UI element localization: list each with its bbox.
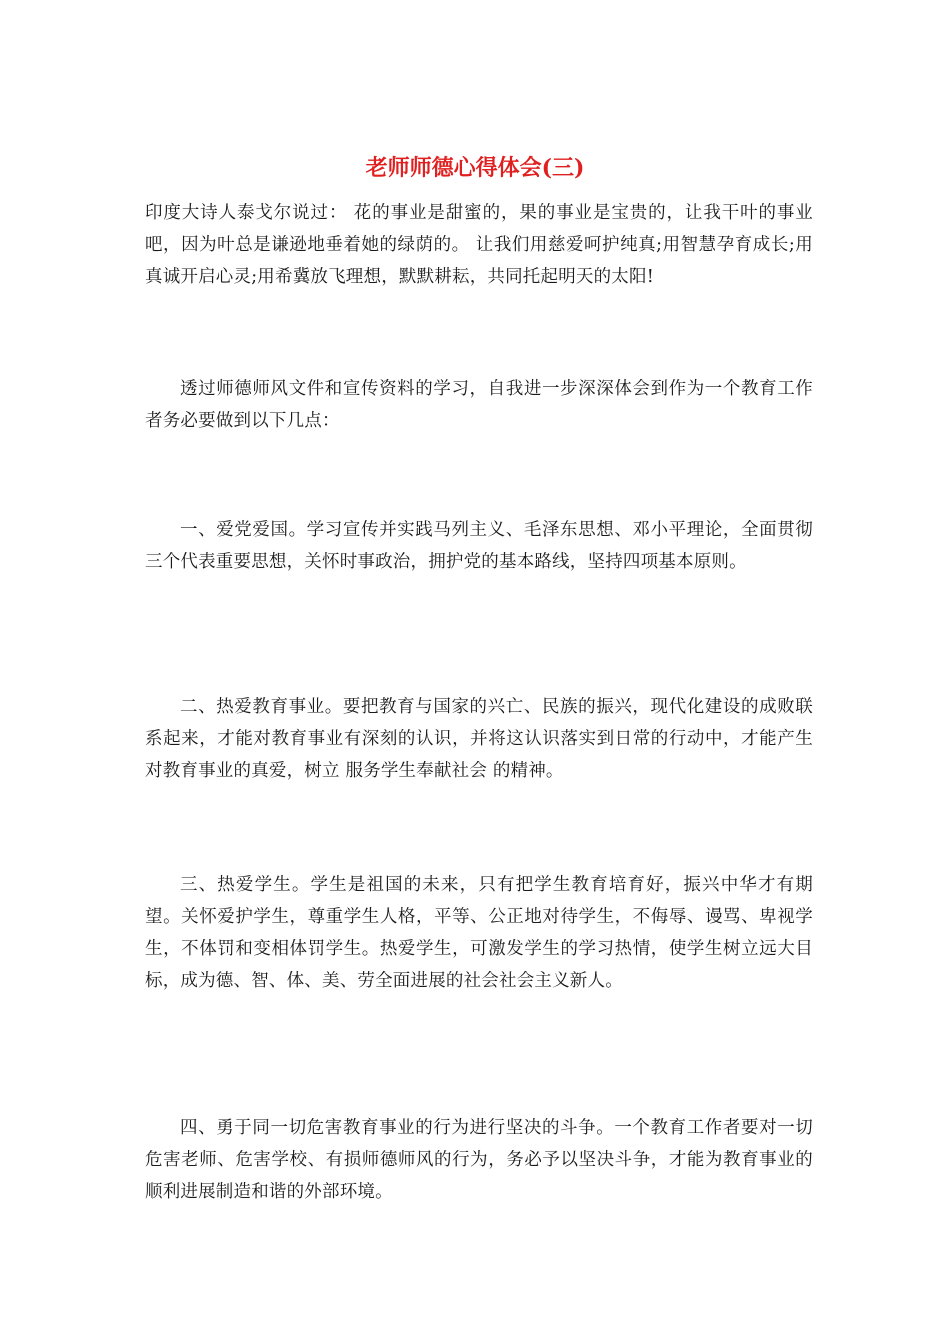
paragraph-point-2: 二、热爱教育事业。要把教育与国家的兴亡、民族的振兴，现代化建设的成败联系起来，才能对教育事业有深刻的认识，并将这认识落实到日常的行动中，才能产生对教育事业的真爱，树立 服务学生奉献社会 的精神。 [145,697,813,781]
paragraph-point-1: 一、爱党爱国。学习宣传并实践马列主义、毛泽东思想、邓小平理论，全面贯彻 三个代表重要思想，关怀时事政治，拥护党的基本路线，坚持四项基本原则。 [145,520,813,572]
paragraph-point-3: 三、热爱学生。学生是祖国的未来，只有把学生教育培育好，振兴中华才有期望。关怀爱护学生，尊重学生人格，平等、公正地对待学生，不侮辱、谩骂、卑视学生，不体罚和变相体罚学生。热爱学生，可激发学生的学习热情，使学生树立远大目标，成为德、智、体、美、劳全面进展的社会社会主义新人。 [145,875,813,991]
paragraph-point-4: 四、勇于同一切危害教育事业的行为进行坚决的斗争。一个教育工作者要对一切危害老师、危害学校、有损师德师风的行为，务必予以坚决斗争，才能为教育事业的顺利进展制造和谐的外部环境。 [145,1118,813,1202]
paragraph-summary: 透过师德师风文件和宣传资料的学习，自我进一步深深体会到作为一个教育工作者务必要做到以下几点： [145,379,813,431]
page-title: 老师师德心得体会(三) [365,155,585,181]
paragraph-intro: 印度大诗人泰戈尔说过： 花的事业是甜蜜的，果的事业是宝贵的，让我干叶的事业吧，因为叶总是谦逊地垂着她的绿荫的。 让我们用慈爱呵护纯真;用智慧孕育成长;用真诚开启心灵;用希冀放飞理想，默默耕耘，共同托起明天的太阳! [145,203,813,287]
